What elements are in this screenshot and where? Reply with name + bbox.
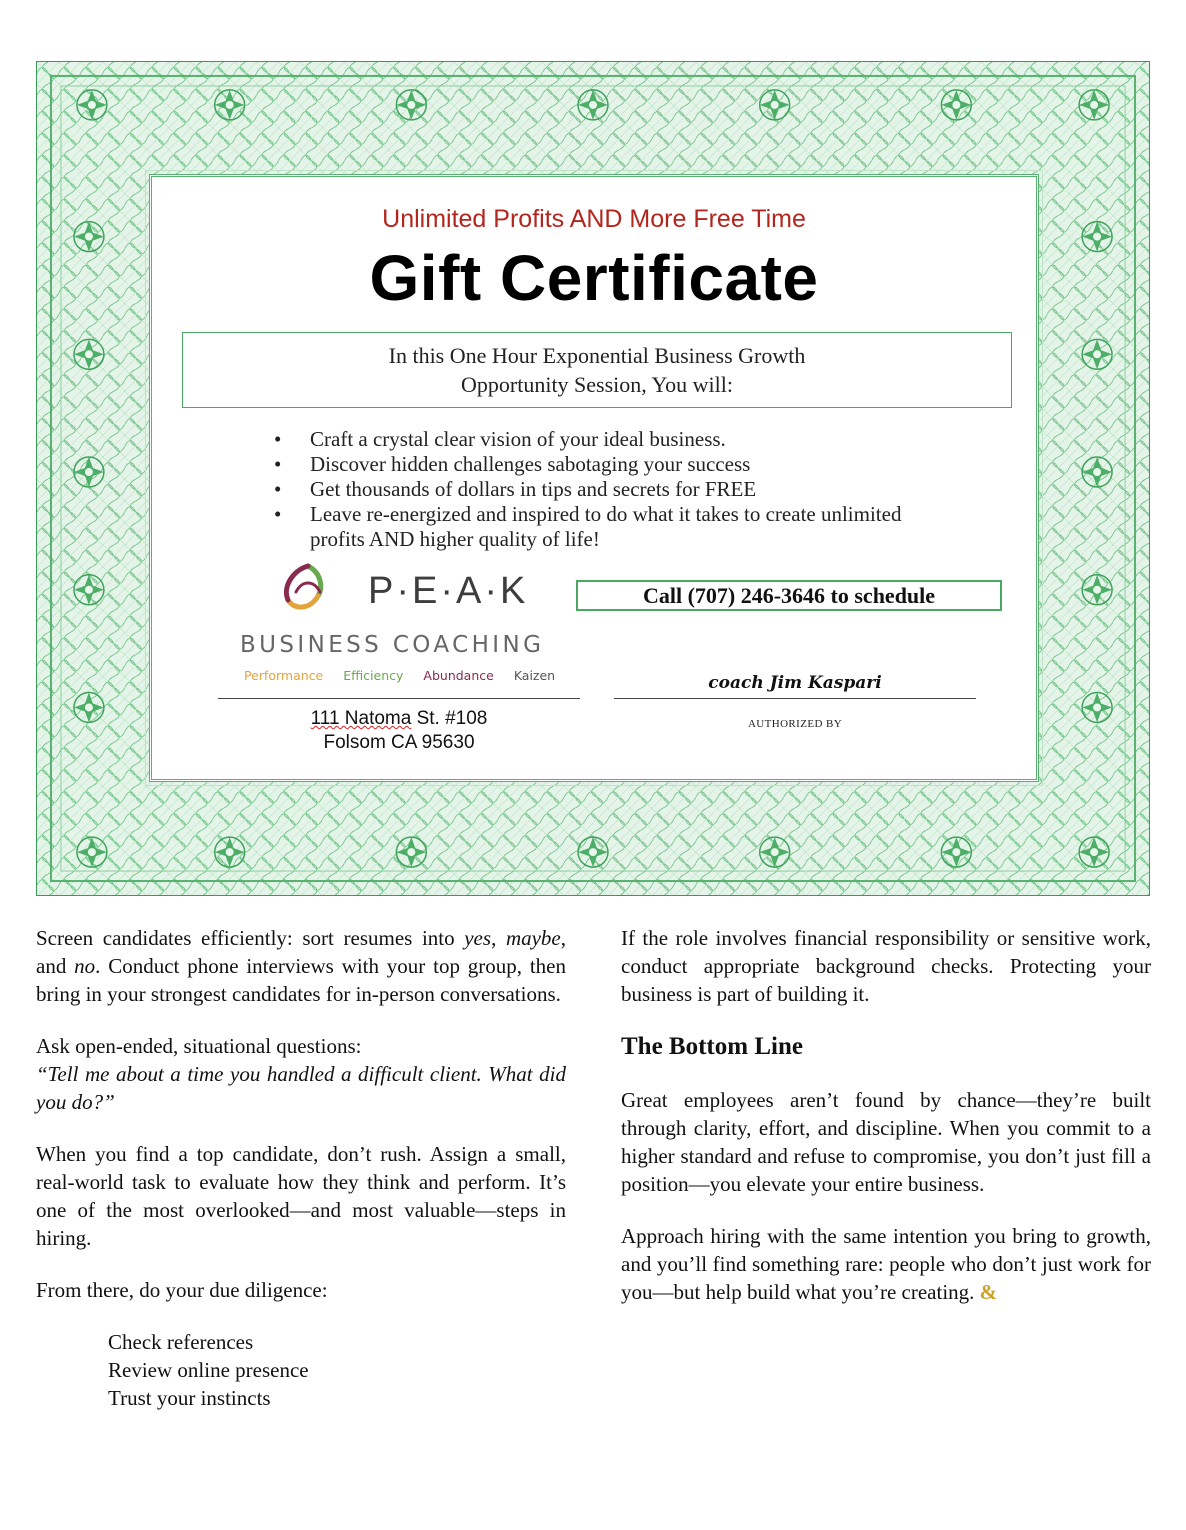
benefit-item: • Craft a crystal clear vision of your ideal business. — [270, 427, 950, 452]
address-rule — [218, 698, 580, 699]
text-run-italic: maybe — [505, 926, 561, 950]
tagline-abundance: Abundance — [423, 668, 494, 683]
signature-rule — [614, 698, 976, 699]
session-line-1: In this One Hour Exponential Business Growth — [388, 343, 806, 368]
peak-logo — [240, 562, 580, 692]
peak-logo-wordmark: P·E·A·K — [368, 570, 529, 612]
text-run: , and — [36, 926, 566, 978]
end-mark-icon: & — [979, 1280, 998, 1304]
peak-logo-subtitle: BUSINESS COACHING — [240, 632, 545, 658]
session-line-2: Opportunity Session, You will: — [461, 372, 733, 397]
bottom-line-paragraph: Great employees aren’t found by chance—they’re built through clarity, effort, and discipline. When you commit to a higher standard and refuse to compromise, you don’t just fill a position—you elevate your entire business. — [621, 1088, 1151, 1196]
section-heading: The Bottom Line — [621, 1033, 803, 1060]
peak-logo-taglines — [244, 668, 571, 683]
example-question-quote: “Tell me about a time you handled a difficult client. What did you do?” — [36, 1062, 566, 1114]
list-item: Trust your instincts — [108, 1386, 271, 1410]
article-left-column — [36, 924, 566, 1412]
address-street-rest: St. #108 — [411, 708, 488, 729]
tagline-kaizen: Kaizen — [513, 668, 556, 683]
benefit-item: • Get thousands of dollars in tips and secrets for FREE — [270, 477, 950, 502]
certificate-subtitle: Unlimited Profits AND More Free Time — [382, 205, 806, 233]
authorized-by-label: AUTHORIZED BY — [747, 718, 843, 730]
questions-label: Ask open-ended, situational questions: — [36, 1034, 362, 1058]
peak-logo-mark-icon — [280, 562, 336, 618]
text-run-italic: yes — [464, 926, 492, 950]
benefit-item: • Leave re-energized and inspired to do what it takes to create unlimited profits AND higher quality of life! — [270, 502, 950, 552]
gift-certificate — [36, 61, 1150, 896]
closing-paragraph — [621, 1222, 1151, 1306]
benefit-item: • Discover hidden challenges sabotaging your success — [270, 452, 950, 477]
background-check-paragraph: If the role involves financial responsibility or sensitive work, conduct appropriate background checks. Protecting your business is part of building it. — [621, 926, 1151, 1006]
questions-paragraph — [36, 1032, 566, 1116]
tagline-efficiency: Efficiency — [343, 668, 404, 683]
text-run: , — [491, 926, 506, 950]
benefits-list — [270, 427, 950, 552]
due-diligence-paragraph: From there, do your due diligence: — [36, 1278, 328, 1302]
list-item: Review online presence — [108, 1358, 309, 1382]
list-item: Check references — [108, 1330, 254, 1354]
certificate-panel — [149, 174, 1039, 782]
address-street-name: 111 Natoma — [310, 708, 412, 729]
article-right-column — [621, 924, 1151, 1330]
certificate-title: Gift Certificate — [369, 242, 819, 314]
session-description-box — [182, 332, 1012, 408]
business-address — [218, 707, 580, 755]
screening-paragraph — [36, 924, 566, 1008]
coach-signature: coach Jim Kaspari — [708, 673, 882, 693]
text-run-italic: no — [74, 954, 96, 978]
text-run: . Conduct phone interviews with your top group, then bring in your strongest candidates for in-person conversations. — [36, 954, 566, 1006]
address-street — [218, 707, 580, 731]
address-city: Folsom CA 95630 — [323, 732, 475, 753]
task-paragraph: When you find a top candidate, don’t rush. Assign a small, real-world task to evaluate how they think and perform. It’s one of the most overlooked—and most valuable—steps in hiring. — [36, 1142, 566, 1250]
text-run: Screen candidates efficiently: sort resumes into — [36, 926, 465, 950]
call-to-schedule-box: Call (707) 246-3646 to schedule — [576, 580, 1002, 611]
tagline-performance: Performance — [244, 668, 324, 683]
due-diligence-list — [36, 1328, 566, 1412]
text-run: Approach hiring with the same intention you bring to growth, and you’ll find something rare: people who don’t just work for you—but help build what you’re creating. — [621, 1224, 1151, 1304]
